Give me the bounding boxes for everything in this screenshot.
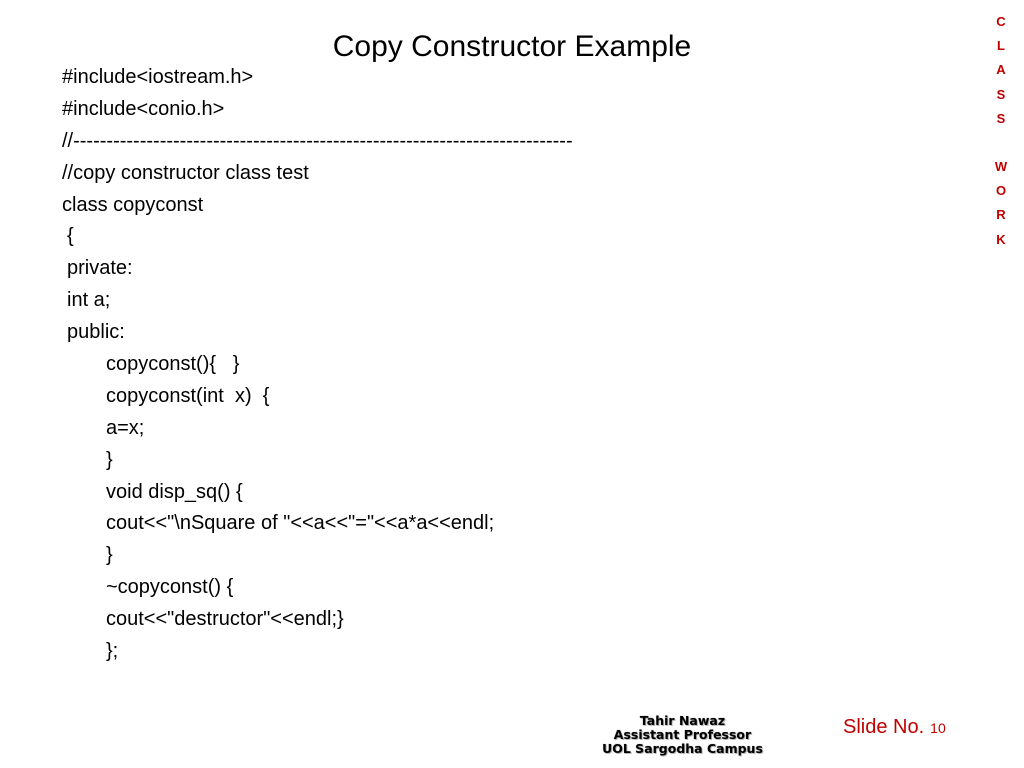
code-line: copyconst(){ } <box>106 353 240 376</box>
code-line: a=x; <box>106 416 145 439</box>
code-line: { <box>67 225 74 248</box>
code-line: //copy constructor class test <box>62 161 309 184</box>
code-line: public: <box>67 321 125 344</box>
side-label-letter: W <box>994 158 1008 174</box>
code-line: class copyconst <box>62 193 204 216</box>
code-line: //--------------------------------------------------------------------------- <box>62 129 573 152</box>
slide-number-label: Slide No. <box>843 716 925 738</box>
code-line: #include<iostream.h> <box>62 66 254 88</box>
vertical-side-label <box>990 10 1012 252</box>
side-label-word <box>990 10 1012 131</box>
code-line: #include<conio.h> <box>62 97 225 120</box>
slide-number-value: 10 <box>930 720 946 736</box>
side-label-letter: R <box>996 207 1006 223</box>
slide-number <box>843 716 946 739</box>
code-line: void disp_sq() { <box>106 480 243 503</box>
side-label-letter: S <box>996 86 1006 102</box>
code-line: int a; <box>67 289 111 312</box>
author-designation: Assistant Professor <box>613 727 752 742</box>
side-label-letter: S <box>996 110 1006 126</box>
side-label-letter: A <box>996 62 1006 78</box>
code-line: ~copyconst() { <box>106 576 234 599</box>
code-line: } <box>106 544 113 567</box>
side-label-letter: L <box>997 38 1005 54</box>
code-line: copyconst(int x) { <box>106 384 270 407</box>
side-label-letter: C <box>996 14 1006 29</box>
code-line: private: <box>67 257 133 280</box>
code-line: cout<<"\nSquare of "<<a<<"="<<a*a<<endl; <box>106 512 495 535</box>
side-label-gap <box>990 131 1012 155</box>
author-signature <box>575 714 790 756</box>
slide-title: Copy Constructor Example <box>332 30 692 63</box>
side-label-letter: O <box>995 183 1007 199</box>
side-label-letter: K <box>996 231 1006 247</box>
author-name: Tahir Nawaz <box>639 713 726 728</box>
code-line: } <box>106 448 113 471</box>
code-line: }; <box>106 640 119 663</box>
code-line: cout<<"destructor"<<endl;} <box>106 608 344 631</box>
author-campus: UOL Sargodha Campus <box>602 741 763 756</box>
side-label-word <box>990 155 1012 252</box>
code-block <box>62 62 702 668</box>
